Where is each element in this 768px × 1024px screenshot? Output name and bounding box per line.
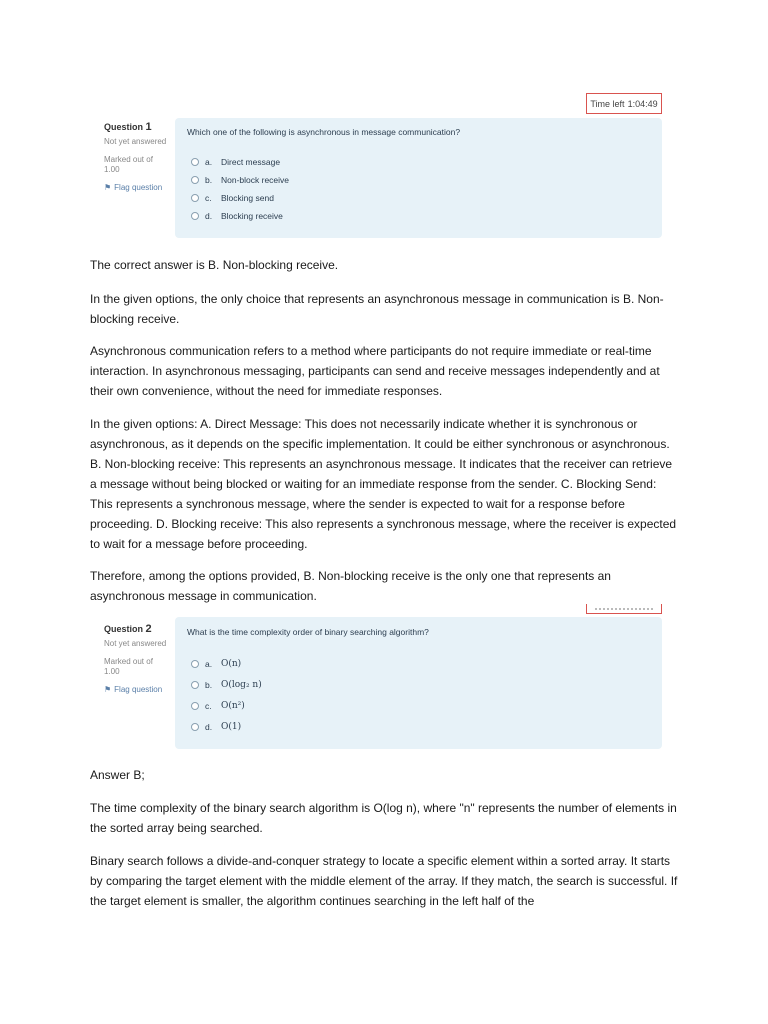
radio-button[interactable]: [191, 681, 199, 689]
question-2-option-c[interactable]: c. O(n²): [191, 695, 262, 716]
radio-button[interactable]: [191, 702, 199, 710]
radio-button[interactable]: [191, 660, 199, 668]
paragraph-conclusion: Therefore, among the options provided, B. Non-blocking receive is the only one that represents an asynchronous message in communication.: [90, 569, 611, 603]
question-1-number: Question 1: [104, 121, 152, 133]
question-1-panel: [175, 118, 662, 238]
question-2-options: [191, 653, 262, 737]
radio-button[interactable]: [191, 723, 199, 731]
time-left-value: 1:04:49: [627, 98, 658, 109]
time-left-box-cropped: [586, 604, 662, 614]
paragraph-only-choice: In the given options, the only choice that represents an asynchronous message in communication is B. Non-blocking receive.: [90, 292, 664, 326]
time-left-box: [586, 93, 662, 114]
question-2-option-d[interactable]: d. O(1): [191, 716, 262, 737]
paragraph-options-analysis: In the given options: A. Direct Message: This does not necessarily indicate whether it is synchronous or asynchronous, as it depends on the specific implementation. It could be either synchronous or asynchronous. B. Non-blocking receive: This represents an asynchronous message. It indicates that the receiver can retrieve a message without being blocked or waiting for an immediate response from the sender. C. Blocking Send: This represents a synchronous message, where the sender is expected to wait for a response before proceeding. D. Blocking receive: This also represents a synchronous message, where the receiver is expected to wait for a message before proceeding.: [90, 417, 677, 551]
paragraph-binary-explanation: Binary search follows a divide-and-conquer strategy to locate a specific element within a sorted array. It starts by comparing the target element with the middle element of the array. If they match, the search is successful. If the target element is smaller, the algorithm continues searching in the left half of the: [90, 854, 678, 908]
question-2-option-b[interactable]: b. O(log₂ n): [191, 674, 262, 695]
question-2-flag[interactable]: ⚑ Flag question: [104, 685, 163, 694]
question-2-panel: [175, 617, 662, 749]
question-1-options: [191, 153, 289, 225]
radio-button[interactable]: [191, 212, 199, 220]
paragraph-async-definition: Asynchronous communication refers to a method where participants do not require immediate or real-time interaction. In asynchronous messaging, participants can send and receive messages independently and at their own convenience, without the need for immediate responses.: [90, 344, 660, 398]
question-1-text: Which one of the following is asynchronous in message communication?: [187, 127, 461, 137]
flag-icon: ⚑: [104, 183, 112, 192]
question-1-option-a[interactable]: a. Direct message: [191, 153, 289, 171]
radio-button[interactable]: [191, 176, 199, 184]
question-1-info: [104, 122, 170, 193]
question-2-text: What is the time complexity order of binary searching algorithm?: [187, 627, 429, 637]
time-left-label: Time left: [590, 98, 625, 109]
question-2-number: Question 2: [104, 623, 152, 635]
question-2-status: Not yet answered: [104, 639, 167, 648]
question-1-option-c[interactable]: c. Blocking send: [191, 189, 289, 207]
radio-button[interactable]: [191, 158, 199, 166]
paragraph-binary-complexity: The time complexity of the binary search algorithm is O(log n), where "n" represents the number of elements in the sorted array being searched.: [90, 801, 677, 835]
question-2-option-a[interactable]: a. O(n): [191, 653, 262, 674]
flag-icon: ⚑: [104, 685, 112, 694]
question-1-status: Not yet answered: [104, 137, 167, 146]
question-1-flag[interactable]: ⚑ Flag question: [104, 183, 163, 192]
paragraph-answer-2: Answer B;: [90, 768, 145, 782]
question-2-marks: Marked out of 1.00: [104, 657, 153, 676]
radio-button[interactable]: [191, 194, 199, 202]
question-1-option-b[interactable]: b. Non-block receive: [191, 171, 289, 189]
question-1-option-d[interactable]: d. Blocking receive: [191, 207, 289, 225]
question-2-info: [104, 624, 170, 695]
paragraph-answer-1: The correct answer is B. Non-blocking receive.: [90, 258, 339, 272]
question-1-marks: Marked out of 1.00: [104, 155, 153, 174]
